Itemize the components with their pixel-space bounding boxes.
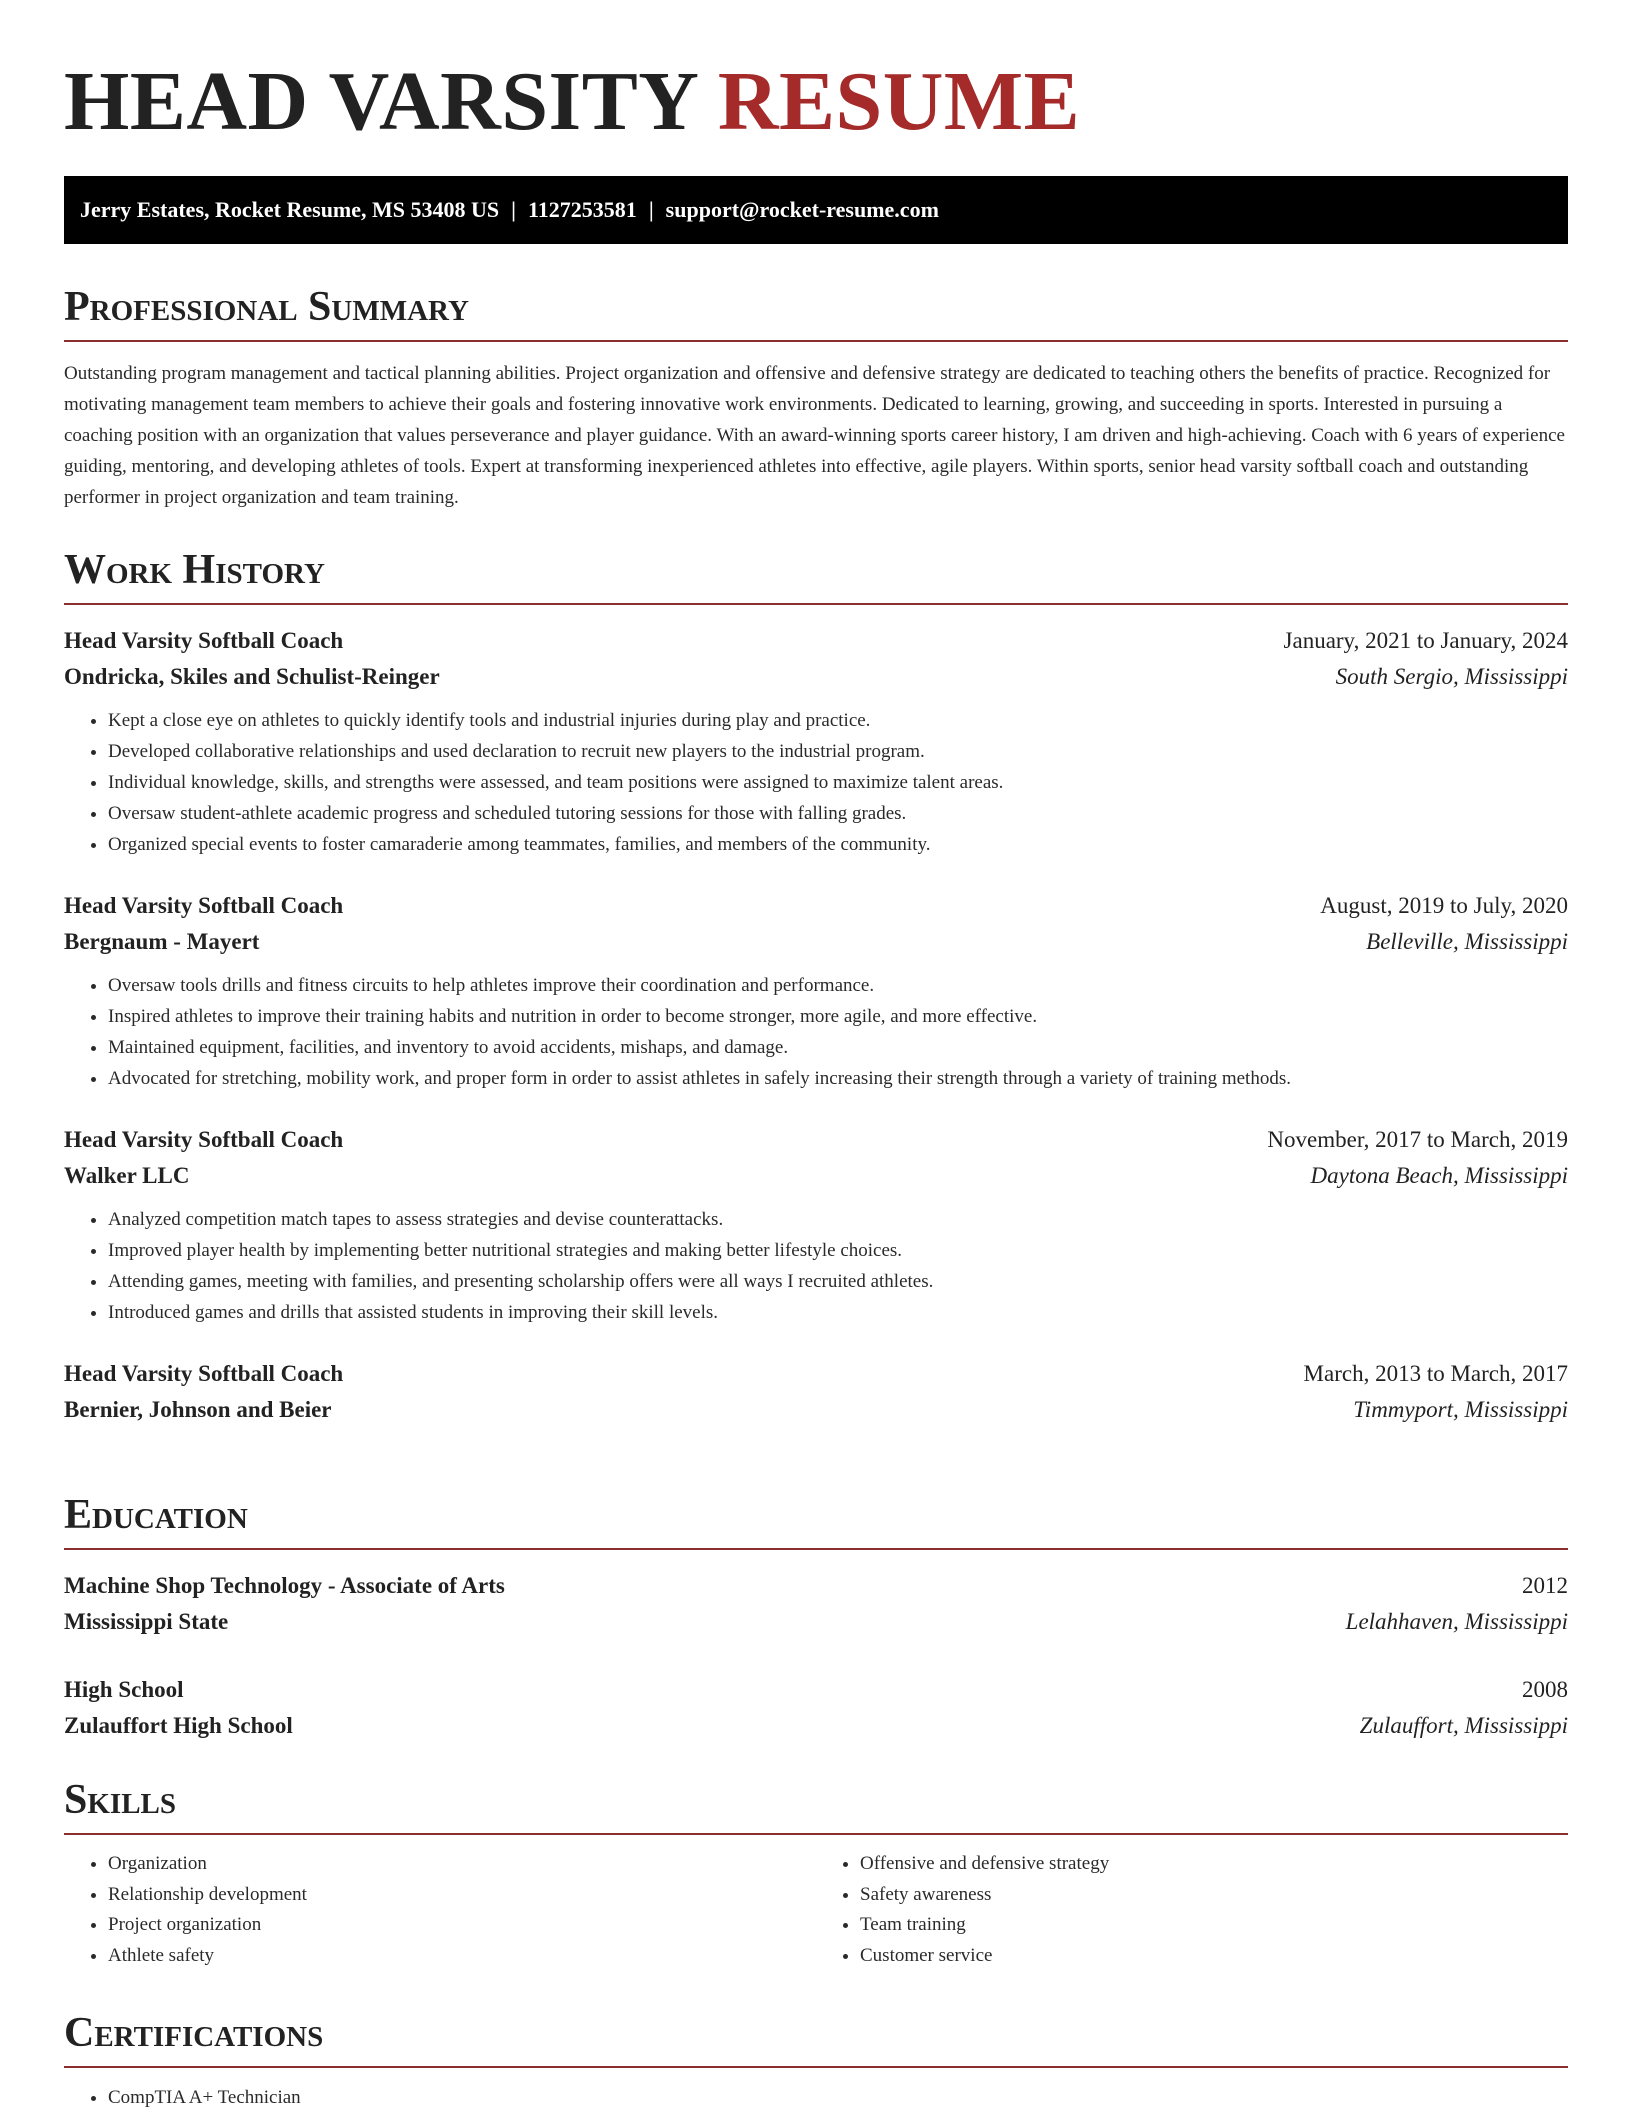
job-title: Head Varsity Softball Coach xyxy=(64,1127,344,1152)
job-company: Walker LLC xyxy=(64,1163,190,1188)
education-school: Zulauffort High School xyxy=(64,1713,293,1738)
skills-section xyxy=(64,1775,1568,1971)
job-location: South Sergio, Mississippi xyxy=(1335,664,1568,689)
skill-item: • Customer service xyxy=(860,1941,1568,1972)
list-item: • Attending games, meeting with families, and presenting scholarship offers were all ways I recruited athletes. xyxy=(108,1266,1568,1297)
skills-columns xyxy=(64,1849,1568,1971)
skills-list-right xyxy=(816,1849,1568,1971)
job-dates: August, 2019 to July, 2020 xyxy=(1320,893,1568,918)
job-bullets xyxy=(64,705,1568,860)
skill-item: • Project organization xyxy=(108,1910,816,1941)
job-entry xyxy=(64,1122,1568,1328)
job-company: Bergnaum - Mayert xyxy=(64,929,260,954)
job-location: Belleville, Mississippi xyxy=(1366,929,1568,954)
section-heading-education: Education xyxy=(64,1490,1568,1550)
education-school: Mississippi State xyxy=(64,1609,229,1634)
list-item: • Developed collaborative relationships and used declaration to recruit new players to the industrial program. xyxy=(108,736,1568,767)
job-entry xyxy=(64,1356,1568,1428)
certification-item: • CompTIA A+ Technician xyxy=(108,2082,1568,2113)
list-item: • Advocated for stretching, mobility work, and proper form in order to assist athletes in safely increasing their strength through a variety of training methods. xyxy=(108,1063,1568,1094)
certifications-section xyxy=(64,2008,1568,2113)
job-title: Head Varsity Softball Coach xyxy=(64,893,344,918)
skill-item: • Relationship development xyxy=(108,1880,816,1911)
job-dates: March, 2013 to March, 2017 xyxy=(1303,1361,1568,1386)
title-main: HEAD VARSITY xyxy=(64,55,697,148)
education-entry xyxy=(64,1672,1568,1744)
certifications-list xyxy=(64,2082,1568,2113)
skill-item: • Safety awareness xyxy=(860,1880,1568,1911)
summary-text: Outstanding program management and tactical planning abilities. Project organization and offensive and defensive strategy are dedicated to teaching others the benefits of practice. Recognized for motivating management team members to achieve their goals and fostering innovative work environments. Dedicated to learning, growing, and succeeding in sports. Interested in pursuing a coaching position with an organization that values perseverance and player guidance. With an award-winning sports career history, I am driven and high-achieving. Coach with 6 years of experience guiding, mentoring, and developing athletes of tools. Expert at transforming inexperienced athletes into effective, agile players. Within sports, senior head varsity softball coach and outstanding performer in project organization and team training. xyxy=(64,363,1565,508)
job-bullets xyxy=(64,970,1568,1094)
contact-email: support@rocket-resume.com xyxy=(665,197,939,222)
contact-phone: 1127253581 xyxy=(528,197,637,222)
skills-list-left xyxy=(64,1849,816,1971)
job-entry xyxy=(64,888,1568,1094)
list-item: • Oversaw student-athlete academic progress and scheduled tutoring sessions for those with falling grades. xyxy=(108,798,1568,829)
list-item: • Organized special events to foster camaraderie among teammates, families, and members of the community. xyxy=(108,829,1568,860)
list-item: • Oversaw tools drills and fitness circuits to help athletes improve their coordination and performance. xyxy=(108,970,1568,1001)
contact-bar xyxy=(64,176,1568,244)
section-heading-work: Work History xyxy=(64,545,1568,605)
summary-section xyxy=(64,282,1568,513)
resume-title xyxy=(64,52,1080,152)
contact-separator: | xyxy=(511,197,517,222)
list-item: • Introduced games and drills that assisted students in improving their skill levels. xyxy=(108,1297,1568,1328)
job-entry xyxy=(64,623,1568,860)
job-location: Daytona Beach, Mississippi xyxy=(1310,1163,1568,1188)
education-entry xyxy=(64,1568,1568,1640)
skill-item: • Offensive and defensive strategy xyxy=(860,1849,1568,1880)
list-item: • Individual knowledge, skills, and strengths were assessed, and team positions were assigned to maximize talent areas. xyxy=(108,767,1568,798)
job-dates: November, 2017 to March, 2019 xyxy=(1267,1127,1568,1152)
skill-item: • Athlete safety xyxy=(108,1941,816,1972)
list-item: • Analyzed competition match tapes to assess strategies and devise counterattacks. xyxy=(108,1204,1568,1235)
job-company: Bernier, Johnson and Beier xyxy=(64,1397,332,1422)
section-heading-skills: Skills xyxy=(64,1775,1568,1835)
job-company: Ondricka, Skiles and Schulist-Reinger xyxy=(64,664,440,689)
education-year: 2012 xyxy=(1522,1573,1568,1598)
education-degree: High School xyxy=(64,1677,184,1702)
skill-item: • Organization xyxy=(108,1849,816,1880)
job-bullets xyxy=(64,1204,1568,1328)
education-year: 2008 xyxy=(1522,1677,1568,1702)
education-degree: Machine Shop Technology - Associate of Arts xyxy=(64,1573,505,1598)
job-dates: January, 2021 to January, 2024 xyxy=(1283,628,1568,653)
job-location: Timmyport, Mississippi xyxy=(1353,1397,1568,1422)
education-location: Zulauffort, Mississippi xyxy=(1359,1713,1568,1738)
skill-item: • Team training xyxy=(860,1910,1568,1941)
work-history-section xyxy=(64,545,1568,1428)
job-title: Head Varsity Softball Coach xyxy=(64,628,344,653)
education-section xyxy=(64,1490,1568,1744)
job-title: Head Varsity Softball Coach xyxy=(64,1361,344,1386)
contact-separator: | xyxy=(648,197,654,222)
section-heading-summary: Professional Summary xyxy=(64,282,1568,342)
list-item: • Kept a close eye on athletes to quickly identify tools and industrial injuries during play and practice. xyxy=(108,705,1568,736)
education-location: Lelahhaven, Mississippi xyxy=(1345,1609,1568,1634)
title-accent: RESUME xyxy=(717,55,1081,148)
contact-address: Jerry Estates, Rocket Resume, MS 53408 US xyxy=(80,197,500,222)
list-item: • Maintained equipment, facilities, and inventory to avoid accidents, mishaps, and damage. xyxy=(108,1032,1568,1063)
list-item: • Improved player health by implementing better nutritional strategies and making better lifestyle choices. xyxy=(108,1235,1568,1266)
section-heading-certifications: Certifications xyxy=(64,2008,1568,2068)
list-item: • Inspired athletes to improve their training habits and nutrition in order to become stronger, more agile, and more effective. xyxy=(108,1001,1568,1032)
